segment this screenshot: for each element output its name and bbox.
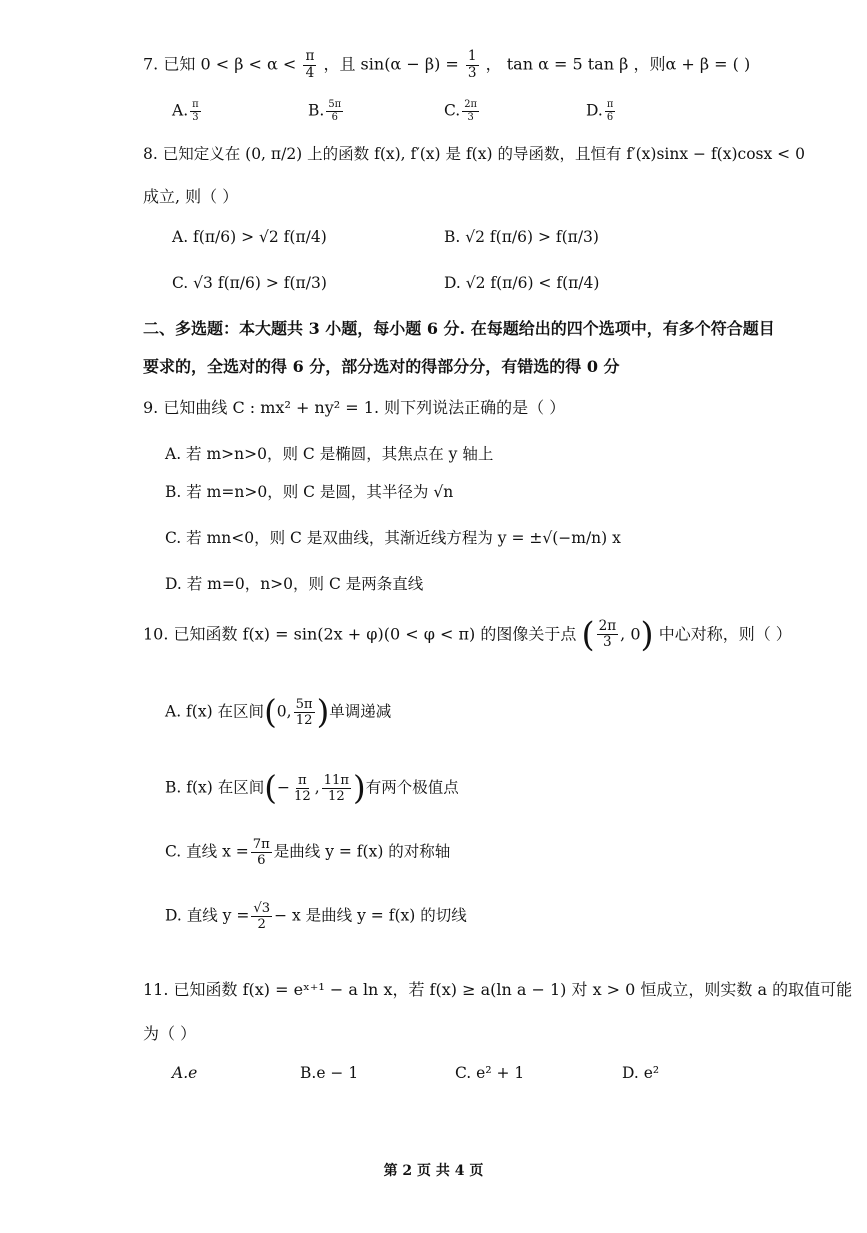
page-footer: 第 2 页 共 4 页	[383, 1163, 484, 1179]
q9-option-b: B. 若 m=n>0，则 C 是圆，其半径为 √n	[165, 483, 454, 501]
q7-option-d: D. $\frac{\pi}{6}$	[586, 99, 614, 123]
q10-option-b: B. f(x) 在区间(− $\frac{\pi}{12}$ , $\frac{11\pi}{12}$ )有两个极值点	[165, 769, 459, 807]
q8-option-c: C. √3 f(π/6) > f(π/3)	[172, 274, 327, 292]
q10-stem: 10. 已知函数 f(x) = sin(2x + φ)(0 < φ < π) 的图像关于点 ( $\frac{2\pi}{3}$ , 0) 中心对称，则（ ）	[143, 615, 792, 654]
q8-stem-line2: 成立, 则（ ）	[143, 187, 239, 206]
q10-option-d: D. 直线 y = $\frac{√3}{2}$ − x 是曲线 y = f(x) 的切线	[165, 901, 467, 933]
q7-option-a: A. $\frac{\pi}{3}$	[172, 99, 199, 123]
q7-stem	[143, 50, 750, 80]
q9-stem: 9. 已知曲线 C : mx² + ny² = 1. 则下列说法正确的是（ ）	[143, 398, 566, 417]
q11-option-b: B.e − 1	[300, 1064, 359, 1082]
q11-option-c: C. e² + 1	[455, 1064, 525, 1082]
q8-option-b: B. √2 f(π/6) > f(π/3)	[444, 228, 599, 246]
section2-line1: 二、多选题：本大题共 3 小题，每小题 6 分. 在每题给出的四个选项中，有多个符合题目	[143, 319, 775, 338]
q10-stem-b: 中心对称，则（ ）	[658, 624, 792, 644]
q9-option-a: A. 若 m>n>0，则 C 是椭圆，其焦点在 y 轴上	[165, 445, 494, 463]
q7-frac-13: $\frac{1}{3}$	[467, 48, 477, 81]
q7-option-c: C. $\frac{2\pi}{3}$	[444, 99, 478, 123]
q8-option-d: D. √2 f(π/6) < f(π/4)	[444, 274, 600, 292]
q11-option-a: A.e	[172, 1064, 198, 1082]
q7-text-a: 已知 0 < β < α <	[163, 54, 297, 74]
q9-option-d: D. 若 m=0，n>0，则 C 是两条直线	[165, 575, 424, 593]
q7-text-c: ， tan α = 5 tan β ，则α + β = ( )	[485, 54, 751, 74]
section2-line2: 要求的，全选对的得 6 分，部分选对的得部分分，有错选的得 0 分	[143, 357, 620, 376]
q11-stem-line1: 11. 已知函数 f(x) = eˣ⁺¹ − a ln x，若 f(x) ≥ a(ln a − 1) 对 x > 0 恒成立，则实数 a 的取值可能	[143, 980, 853, 999]
q9-option-c: C. 若 mn<0，则 C 是双曲线，其渐近线方程为 y = ±√(−m/n) x	[165, 529, 621, 547]
q7-option-b: B. $\frac{5\pi}{6}$	[308, 99, 342, 123]
q8-stem-line1: 8. 已知定义在 (0, π/2) 上的函数 f(x), f′(x) 是 f(x) 的导函数，且恒有 f′(x)sinx − f(x)cosx < 0	[143, 145, 805, 163]
q11-option-d: D. e²	[622, 1064, 660, 1082]
q10-stem-a: 10. 已知函数 f(x) = sin(2x + φ)(0 < φ < π) 的图像关于点	[143, 624, 577, 644]
q7-frac-pi4: $\frac{\pi}{4}$	[305, 48, 315, 81]
q10-option-c: C. 直线 x = $\frac{7\pi}{6}$ 是曲线 y = f(x) 的对称轴	[165, 837, 451, 869]
q8-option-a: A. f(π/6) > √2 f(π/4)	[172, 228, 327, 246]
q10-option-a: A. f(x) 在区间(0, $\frac{5\pi}{12}$ )单调递减	[165, 693, 392, 731]
q7-text-b: ，且 sin(α − β) =	[323, 54, 459, 74]
q11-stem-line2: 为（ ）	[143, 1024, 197, 1043]
q7-num: 7.	[143, 54, 159, 74]
